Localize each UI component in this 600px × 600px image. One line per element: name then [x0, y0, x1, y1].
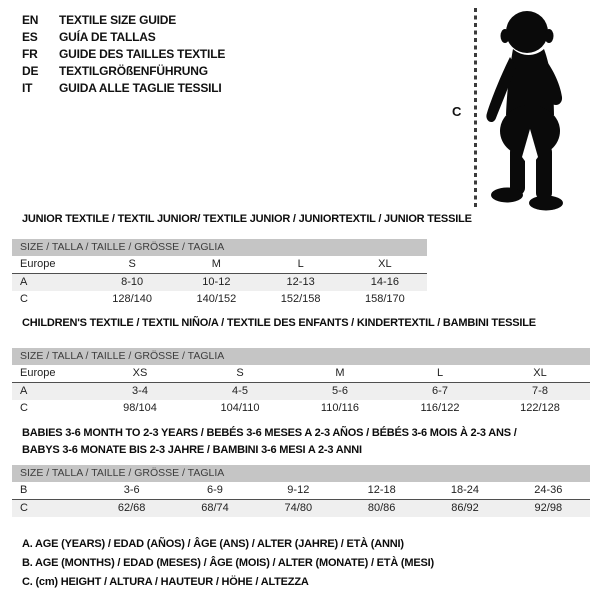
lang-label: GUIDA ALLE TAGLIE TESSILI	[59, 81, 222, 95]
lang-label: TEXTILE SIZE GUIDE	[59, 13, 177, 27]
size-cell: L	[436, 367, 444, 379]
row-label: C	[20, 402, 28, 414]
babies-table-title-line2: BABYS 3-6 MONATE BIS 2-3 JAHRE / BAMBINI 3-6 MESI A 2-3 ANNI	[22, 444, 362, 456]
value-cell: 158/170	[364, 293, 405, 305]
value-cell: 5-6	[332, 385, 348, 397]
lang-code: ES	[22, 30, 38, 44]
table-row	[12, 291, 427, 308]
size-cell: L	[297, 258, 304, 270]
value-cell: 9-12	[287, 484, 310, 496]
size-header-band: SIZE / TALLA / TAILLE / GRÖSSE / TAGLIA	[12, 239, 427, 256]
value-cell: 68/74	[201, 502, 229, 514]
row-label: C	[20, 502, 28, 514]
value-cell: 116/122	[420, 402, 460, 414]
value-cell: 152/158	[280, 293, 321, 305]
size-cell: M	[211, 258, 221, 270]
row-label: B	[20, 484, 28, 496]
value-cell: 122/128	[520, 402, 560, 414]
lang-row-fr	[22, 46, 225, 63]
lang-code: FR	[22, 47, 38, 61]
value-cell: 104/110	[220, 402, 260, 414]
table-row	[12, 365, 590, 383]
value-cell: 12-18	[367, 484, 396, 496]
value-cell: 62/68	[117, 502, 146, 514]
height-dotted-line	[474, 8, 477, 210]
footer-note-c: C. (cm) HEIGHT / ALTURA / HAUTEUR / HÖHE / ALTEZZA	[22, 576, 309, 588]
row-label: A	[20, 385, 28, 397]
lang-row-en	[22, 12, 225, 29]
height-measure-label: C	[452, 104, 462, 119]
size-cell: XS	[132, 367, 148, 379]
children-table	[12, 348, 590, 417]
babies-table	[12, 465, 590, 517]
lang-code: IT	[22, 81, 33, 95]
value-cell: 98/104	[123, 402, 157, 414]
footer-note-a: A. AGE (YEARS) / EDAD (AÑOS) / ÂGE (ANS) / ALTER (JAHRE) / ETÀ (ANNI)	[22, 538, 404, 550]
value-cell: 140/152	[196, 293, 237, 305]
size-cell: S	[236, 367, 244, 379]
footer-note-b: B. AGE (MONTHS) / EDAD (MESES) / ÂGE (MOIS) / ALTER (MONATE) / ETÀ (MESI)	[22, 557, 434, 569]
lang-row-de	[22, 63, 225, 80]
row-label: C	[20, 293, 28, 305]
table-row	[12, 482, 590, 500]
value-cell: 110/116	[320, 402, 360, 414]
size-cell: M	[335, 367, 345, 379]
value-cell: 10-12	[202, 276, 231, 288]
size-cell: XL	[378, 258, 392, 270]
row-label: Europe	[20, 367, 56, 379]
value-cell: 14-16	[370, 276, 399, 288]
value-cell: 12-13	[286, 276, 315, 288]
value-cell: 6-7	[432, 385, 448, 397]
value-cell: 4-5	[232, 385, 248, 397]
value-cell: 6-9	[207, 484, 223, 496]
junior-table-title: JUNIOR TEXTILE / TEXTIL JUNIOR/ TEXTILE JUNIOR / JUNIORTEXTIL / JUNIOR TESSILE	[22, 213, 472, 225]
value-cell: 128/140	[112, 293, 152, 305]
babies-table-title-line1: BABIES 3-6 MONTH TO 2-3 YEARS / BEBÉS 3-6 MESES A 2-3 AÑOS / BÉBÉS 3-6 MOIS À 2-3 ANS /	[22, 427, 517, 439]
value-cell: 92/98	[534, 502, 563, 514]
table-row	[12, 383, 590, 400]
size-cell: S	[128, 258, 136, 270]
size-header-band: SIZE / TALLA / TAILLE / GRÖSSE / TAGLIA	[12, 465, 590, 482]
table-row	[12, 274, 427, 291]
table-row	[12, 500, 590, 517]
value-cell: 86/92	[451, 502, 479, 514]
baby-silhouette	[480, 5, 595, 213]
language-title-block	[22, 12, 225, 97]
value-cell: 74/80	[284, 502, 313, 514]
row-label: Europe	[20, 258, 56, 270]
value-cell: 8-10	[121, 276, 144, 288]
lang-row-es	[22, 29, 225, 46]
lang-label: GUÍA DE TALLAS	[59, 30, 156, 44]
lang-label: TEXTILGRÖßENFÜHRUNG	[59, 64, 208, 78]
lang-code: EN	[22, 13, 39, 27]
value-cell: 7-8	[532, 385, 548, 397]
footnotes	[22, 535, 434, 592]
table-row	[12, 400, 590, 417]
lang-label: GUIDE DES TAILLES TEXTILE	[59, 47, 226, 61]
value-cell: 18-24	[450, 484, 480, 496]
value-cell: 3-6	[123, 484, 140, 496]
children-table-title: CHILDREN'S TEXTILE / TEXTIL NIÑO/A / TEXTILE DES ENFANTS / KINDERTEXTIL / BAMBINI TESSILE	[22, 317, 536, 329]
lang-row-it	[22, 80, 225, 97]
row-label: A	[20, 276, 28, 288]
lang-code: DE	[22, 64, 39, 78]
junior-table	[12, 239, 427, 308]
table-row	[12, 256, 427, 274]
value-cell: 3-4	[132, 385, 148, 397]
size-header-band: SIZE / TALLA / TAILLE / GRÖSSE / TAGLIA	[12, 348, 590, 365]
value-cell: 80/86	[367, 502, 396, 514]
value-cell: 24-36	[534, 484, 563, 496]
size-cell: XL	[533, 367, 547, 379]
